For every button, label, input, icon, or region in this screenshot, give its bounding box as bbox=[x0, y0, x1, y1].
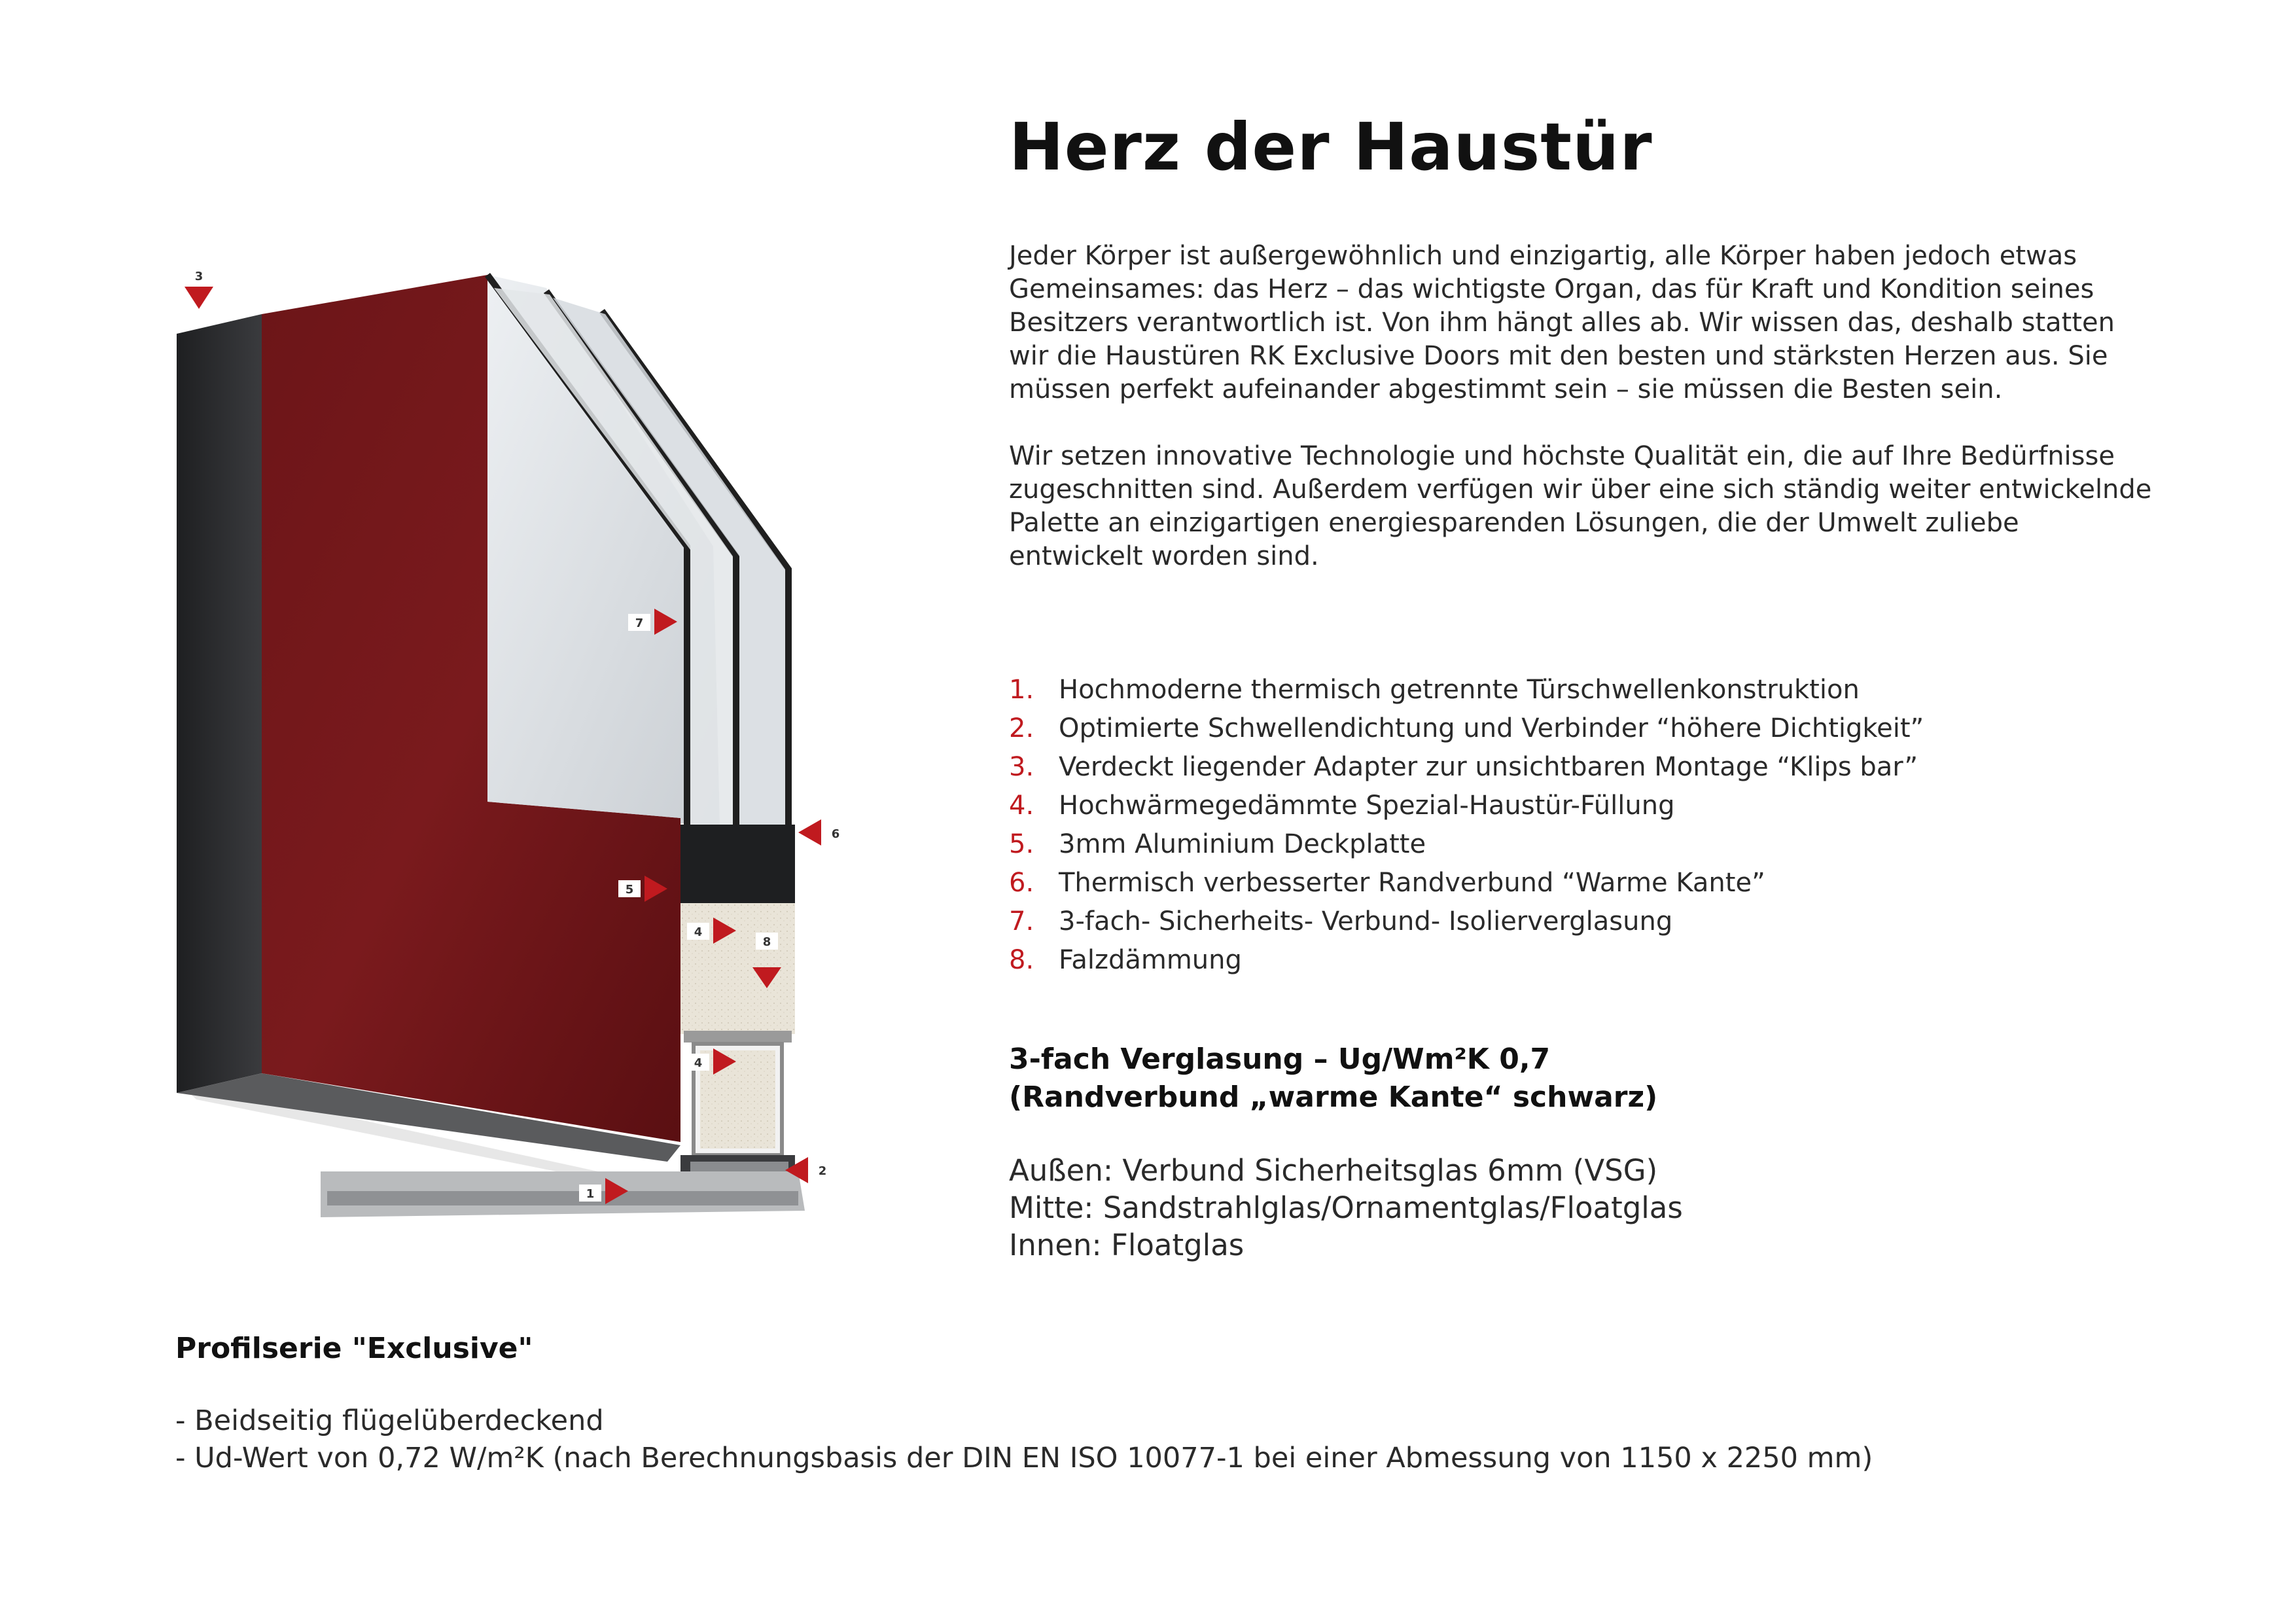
intro-line: Besitzers verantwortlich ist. Von ihm hängt alles ab. Wir wissen das, deshalb statten bbox=[1009, 308, 2115, 338]
glass-layer-middle: Mitte: Sandstrahlglas/Ornamentglas/Floatglas bbox=[1009, 1190, 1683, 1225]
technology-line: zugeschnitten sind. Außerdem verfügen wir über eine sich ständig weiter entwickelnde bbox=[1009, 474, 2152, 505]
feature-item bbox=[1009, 902, 1924, 941]
door-cross-section-diagram bbox=[157, 249, 896, 1257]
feature-number: 4. bbox=[1009, 791, 1034, 821]
outer-frame bbox=[177, 314, 262, 1093]
feature-text: Hochmoderne thermisch getrennte Türschwellenkonstruktion bbox=[1059, 675, 1860, 705]
svg-text:3: 3 bbox=[194, 270, 203, 283]
callout-3 bbox=[185, 267, 213, 309]
feature-item bbox=[1009, 941, 1924, 980]
svg-text:2: 2 bbox=[818, 1164, 827, 1178]
page-title: Herz der Haustür bbox=[1009, 109, 1653, 185]
feature-number: 2. bbox=[1009, 713, 1034, 743]
svg-text:6: 6 bbox=[831, 827, 840, 841]
profile-item: - Beidseitig flügelüberdeckend bbox=[175, 1404, 604, 1437]
glass-layer-outer: Außen: Verbund Sicherheitsglas 6mm (VSG) bbox=[1009, 1153, 1658, 1188]
svg-text:7: 7 bbox=[635, 616, 644, 630]
svg-text:4: 4 bbox=[694, 925, 703, 939]
intro-line: Jeder Körper ist außergewöhnlich und einzigartig, alle Körper haben jedoch etwas bbox=[1009, 241, 2077, 271]
glazing-heading-line1: 3-fach Verglasung – Ug/Wm²K 0,7 bbox=[1009, 1043, 1551, 1076]
svg-text:4: 4 bbox=[694, 1056, 703, 1070]
feature-item bbox=[1009, 671, 1924, 709]
glass-layer-inner: Innen: Floatglas bbox=[1009, 1228, 1245, 1262]
glazing-heading-line2: (Randverbund „warme Kante“ schwarz) bbox=[1009, 1080, 1658, 1114]
intro-line: wir die Haustüren RK Exclusive Doors mit den besten und stärksten Herzen aus. Sie bbox=[1009, 341, 2108, 371]
intro-line: müssen perfekt aufeinander abgestimmt sein – sie müssen die Besten sein. bbox=[1009, 374, 2003, 404]
feature-number: 1. bbox=[1009, 675, 1034, 705]
feature-list bbox=[1009, 671, 1924, 980]
feature-number: 6. bbox=[1009, 868, 1034, 898]
technology-paragraph bbox=[1009, 440, 2252, 573]
feature-number: 5. bbox=[1009, 829, 1034, 859]
feature-number: 8. bbox=[1009, 945, 1034, 975]
feature-text: Falzdämmung bbox=[1059, 945, 1242, 975]
feature-text: 3-fach- Sicherheits- Verbund- Isolierverglasung bbox=[1059, 906, 1673, 936]
callout-6 bbox=[798, 819, 847, 846]
technology-line: Palette an einzigartigen energiesparenden Lösungen, die der Umwelt zuliebe bbox=[1009, 508, 2019, 538]
svg-text:1: 1 bbox=[586, 1187, 595, 1201]
feature-text: Verdeckt liegender Adapter zur unsichtbaren Montage “Klips bar” bbox=[1059, 752, 1918, 782]
glass-layer-list bbox=[1009, 1152, 1683, 1264]
feature-item bbox=[1009, 748, 1924, 787]
profile-series-list bbox=[175, 1402, 1873, 1477]
intro-paragraph bbox=[1009, 240, 2252, 406]
glazing-heading bbox=[1009, 1041, 1657, 1116]
svg-text:5: 5 bbox=[625, 883, 634, 897]
intro-line: Gemeinsames: das Herz – das wichtigste Organ, das für Kraft und Kondition seines bbox=[1009, 274, 2094, 304]
feature-item bbox=[1009, 864, 1924, 902]
technology-line: entwickelt worden sind. bbox=[1009, 541, 1319, 571]
feature-item bbox=[1009, 825, 1924, 864]
feature-item bbox=[1009, 709, 1924, 748]
feature-text: Thermisch verbesserter Randverbund “Warme Kante” bbox=[1059, 868, 1765, 898]
feature-text: 3mm Aluminium Deckplatte bbox=[1059, 829, 1426, 859]
feature-text: Hochwärmegedämmte Spezial-Haustür-Füllung bbox=[1059, 791, 1675, 821]
feature-text: Optimierte Schwellendichtung und Verbinder “höhere Dichtigkeit” bbox=[1059, 713, 1924, 743]
feature-item bbox=[1009, 787, 1924, 825]
feature-number: 3. bbox=[1009, 752, 1034, 782]
technology-line: Wir setzen innovative Technologie und höchste Qualität ein, die auf Ihre Bedürfnisse bbox=[1009, 441, 2115, 471]
profile-item: - Ud-Wert von 0,72 W/m²K (nach Berechnungsbasis der DIN EN ISO 10077-1 bei einer Abmessung von 1150 x 2250 mm) bbox=[175, 1442, 1873, 1474]
svg-text:8: 8 bbox=[762, 935, 771, 949]
feature-number: 7. bbox=[1009, 906, 1034, 936]
profile-series-heading: Profilserie "Exclusive" bbox=[175, 1332, 533, 1365]
